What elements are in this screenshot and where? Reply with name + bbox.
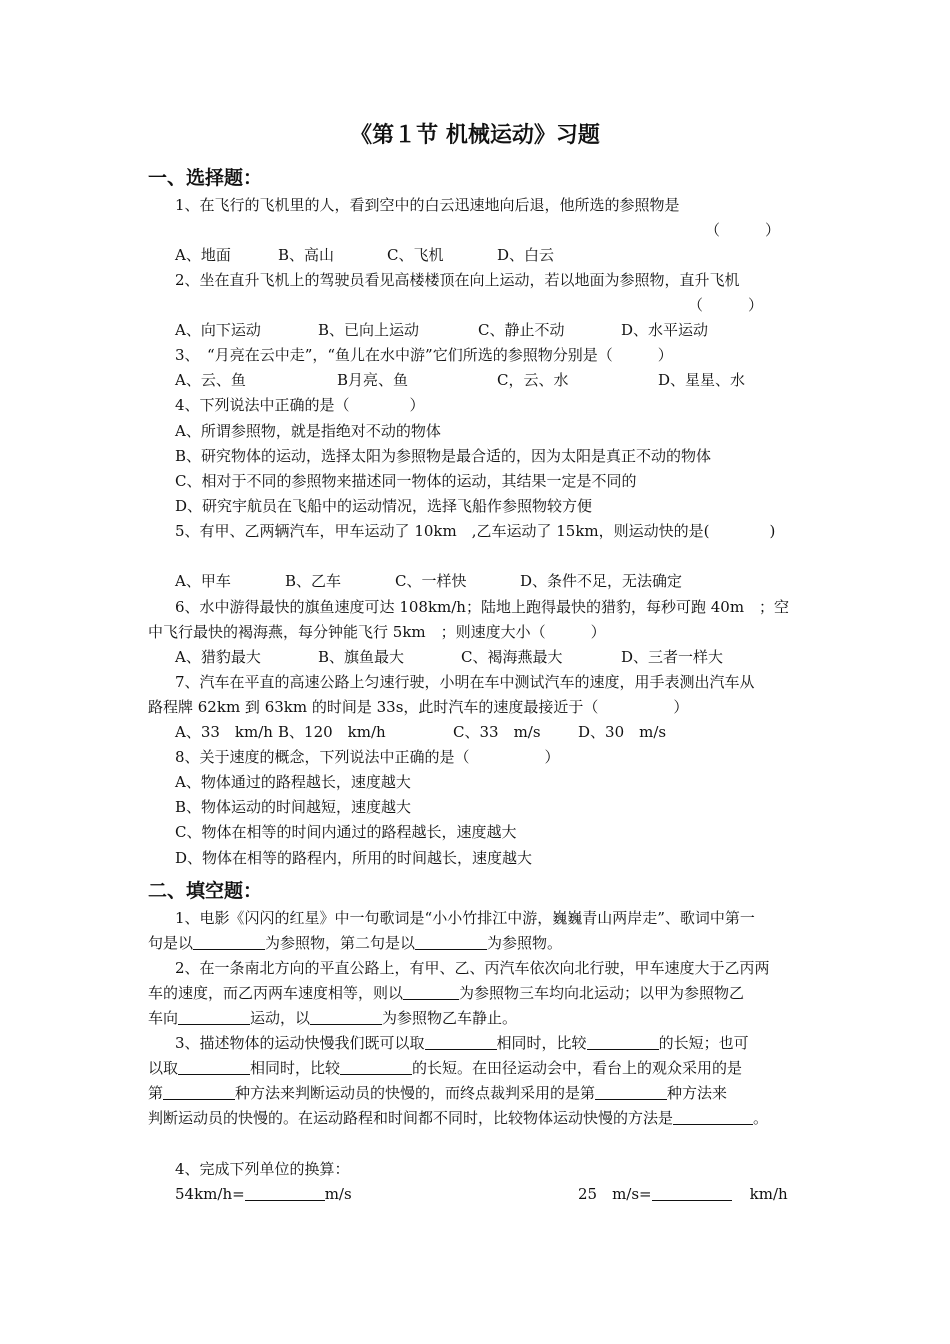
f3-text: 判断运动员的快慢的。在运动路程和时间都不同时，比较物体运动快慢的方法是 xyxy=(148,1109,674,1127)
f3-blank-5[interactable] xyxy=(163,1085,235,1100)
q8-stem: 8、关于速度的概念，下列说法中正确的是（ ） xyxy=(175,748,560,766)
q5-option-a: A、甲车 xyxy=(175,572,231,590)
f3-line2 xyxy=(148,1058,742,1078)
f2-text: 车向 xyxy=(148,1009,179,1027)
q3-option-a: A、云、鱼 xyxy=(175,371,246,389)
q7-option-d: D、30 m/s xyxy=(578,723,667,741)
q3-option-d: D、星星、水 xyxy=(658,371,746,389)
q7-option-c: C、33 m/s xyxy=(453,723,541,741)
f1-text: 为参照物，第二句是以 xyxy=(265,934,416,952)
f2-text: 为参照物三车均向北运动；以甲为参照物乙 xyxy=(459,984,745,1002)
f4-text: 54km/h= xyxy=(175,1185,245,1203)
q1-option-a: A、地面 xyxy=(175,246,231,264)
q5-option-c: C、一样快 xyxy=(395,572,467,590)
f3-blank-6[interactable] xyxy=(595,1085,667,1100)
f3-text: 3、描述物体的运动快慢我们既可以取 xyxy=(175,1034,425,1052)
f1-text: 句是以 xyxy=(148,934,194,952)
f3-text: 的长短；也可 xyxy=(658,1034,749,1052)
q7-line2: 路程牌 62km 到 63km 的时间是 33s，此时汽车的速度最接近于（ ） xyxy=(148,698,689,716)
q2-stem: 2、坐在直升飞机上的驾驶员看见高楼楼顶在向上运动，若以地面为参照物，直升飞机 xyxy=(175,271,740,289)
q2-option-a: A、向下运动 xyxy=(175,321,261,339)
f3-text: 种方法来 xyxy=(667,1084,728,1102)
f4-text: m/s xyxy=(324,1185,352,1203)
f3-text: 相同时，比较 xyxy=(496,1034,587,1052)
q3-option-b: B月亮、鱼 xyxy=(337,371,409,389)
q6-line1: 6、水中游得最快的旗鱼速度可达 108km/h；陆地上跑得最快的猎豹，每秒可跑 40m ；空 xyxy=(175,598,790,616)
q8-option-a: A、物体通过的路程越长，速度越大 xyxy=(175,773,411,791)
q4-option-c: C、相对于不同的参照物来描述同一物体的运动，其结果一定是不同的 xyxy=(175,472,637,490)
q1-answer-paren: （ ） xyxy=(705,221,781,239)
f3-text: 。 xyxy=(753,1109,769,1127)
q5-stem: 5、有甲、乙两辆汽车，甲车运动了 10km ,乙车运动了 15km，则运动快的是( ) xyxy=(175,522,776,540)
q1-option-d: D、白云 xyxy=(497,246,555,264)
q6-option-b: B、旗鱼最大 xyxy=(318,648,405,666)
f3-blank-7[interactable] xyxy=(673,1110,753,1125)
f2-blank-2[interactable] xyxy=(178,1010,250,1025)
q7-option-a: A、33 km/h xyxy=(175,723,273,741)
section-heading-fill: 二、填空题： xyxy=(148,880,263,902)
f4-left-conversion xyxy=(175,1184,352,1204)
f3-blank-1[interactable] xyxy=(425,1035,497,1050)
f2-line1: 2、在一条南北方向的平直公路上，有甲、乙、丙汽车依次向北行驶，甲车速度大于乙丙两 xyxy=(175,959,770,977)
f3-blank-4[interactable] xyxy=(340,1060,412,1075)
f4-blank-2[interactable] xyxy=(652,1186,732,1201)
f4-text: 25 m/s= xyxy=(578,1185,652,1203)
q5-option-b: B、乙车 xyxy=(285,572,342,590)
q1-stem: 1、在飞行的飞机里的人，看到空中的白云迅速地向后退，他所选的参照物是 xyxy=(175,196,680,214)
q4-option-b: B、研究物体的运动，选择太阳为参照物是最合适的，因为太阳是真正不动的物体 xyxy=(175,447,712,465)
q3-stem: 3、 “月亮在云中走”，“鱼儿在水中游”它们所选的参照物分别是（ ） xyxy=(175,346,673,364)
q8-option-b: B、物体运动的时间越短，速度越大 xyxy=(175,798,412,816)
f3-text: 相同时，比较 xyxy=(250,1059,341,1077)
f2-line3 xyxy=(148,1008,517,1028)
f1-blank-1[interactable] xyxy=(193,935,265,950)
q2-answer-paren: （ ） xyxy=(688,296,764,314)
f2-line2 xyxy=(148,983,744,1003)
f2-text: 为参照物乙车静止。 xyxy=(382,1009,518,1027)
f1-line1: 1、电影《闪闪的红星》中一句歌词是“小小竹排江中游，巍巍青山两岸走”、歌词中第一 xyxy=(175,909,755,927)
q2-option-b: B、已向上运动 xyxy=(318,321,420,339)
f3-text: 种方法来判断运动员的快慢的，而终点裁判采用的是第 xyxy=(235,1084,596,1102)
q8-option-d: D、物体在相等的路程内，所用的时间越长，速度越大 xyxy=(175,849,533,867)
q1-option-c: C、飞机 xyxy=(387,246,444,264)
f3-blank-3[interactable] xyxy=(178,1060,250,1075)
f1-line2 xyxy=(148,933,562,953)
f4-right-conversion xyxy=(578,1184,788,1204)
f2-blank-1[interactable] xyxy=(403,985,459,1000)
q6-option-d: D、三者一样大 xyxy=(621,648,724,666)
q3-option-c: C，云、水 xyxy=(497,371,569,389)
section-heading-choice: 一、选择题： xyxy=(148,167,263,189)
f3-text: 以取 xyxy=(148,1059,179,1077)
q6-line2: 中飞行最快的褐海燕，每分钟能飞行 5km ；则速度大小（ ） xyxy=(148,623,606,641)
f2-text: 车的速度，而乙丙两车速度相等，则以 xyxy=(148,984,404,1002)
q5-option-d: D、条件不足，无法确定 xyxy=(520,572,683,590)
f2-blank-3[interactable] xyxy=(310,1010,382,1025)
f3-text: 第 xyxy=(148,1084,164,1102)
q7-option-b: B、120 km/h xyxy=(278,723,386,741)
f2-text: 运动，以 xyxy=(250,1009,311,1027)
page-title: 《第１节 机械运动》习题 xyxy=(350,123,600,148)
q4-option-d: D、研究宇航员在飞船中的运动情况，选择飞船作参照物较方便 xyxy=(175,497,593,515)
f3-line1 xyxy=(175,1033,749,1053)
q8-option-c: C、物体在相等的时间内通过的路程越长，速度越大 xyxy=(175,823,517,841)
q2-option-c: C、静止不动 xyxy=(478,321,565,339)
q6-option-c: C、褐海燕最大 xyxy=(461,648,563,666)
q6-option-a: A、猎豹最大 xyxy=(175,648,261,666)
q4-option-a: A、所谓参照物，就是指绝对不动的物体 xyxy=(175,422,441,440)
q4-stem: 4、下列说法中正确的是（ ） xyxy=(175,396,425,414)
f4-stem: 4、完成下列单位的换算： xyxy=(175,1160,350,1178)
f3-text: 的长短。在田径运动会中，看台上的观众采用的是 xyxy=(412,1059,743,1077)
f4-text: km/h xyxy=(749,1185,788,1203)
f3-blank-2[interactable] xyxy=(587,1035,659,1050)
q2-option-d: D、水平运动 xyxy=(621,321,709,339)
f4-blank-1[interactable] xyxy=(245,1186,325,1201)
q1-option-b: B、高山 xyxy=(278,246,335,264)
f3-line3 xyxy=(148,1083,727,1103)
q7-line1: 7、汽车在平直的高速公路上匀速行驶，小明在车中测试汽车的速度，用手表测出汽车从 xyxy=(175,673,755,691)
f1-text: 为参照物。 xyxy=(487,934,563,952)
f1-blank-2[interactable] xyxy=(415,935,487,950)
f3-line4 xyxy=(148,1108,768,1128)
